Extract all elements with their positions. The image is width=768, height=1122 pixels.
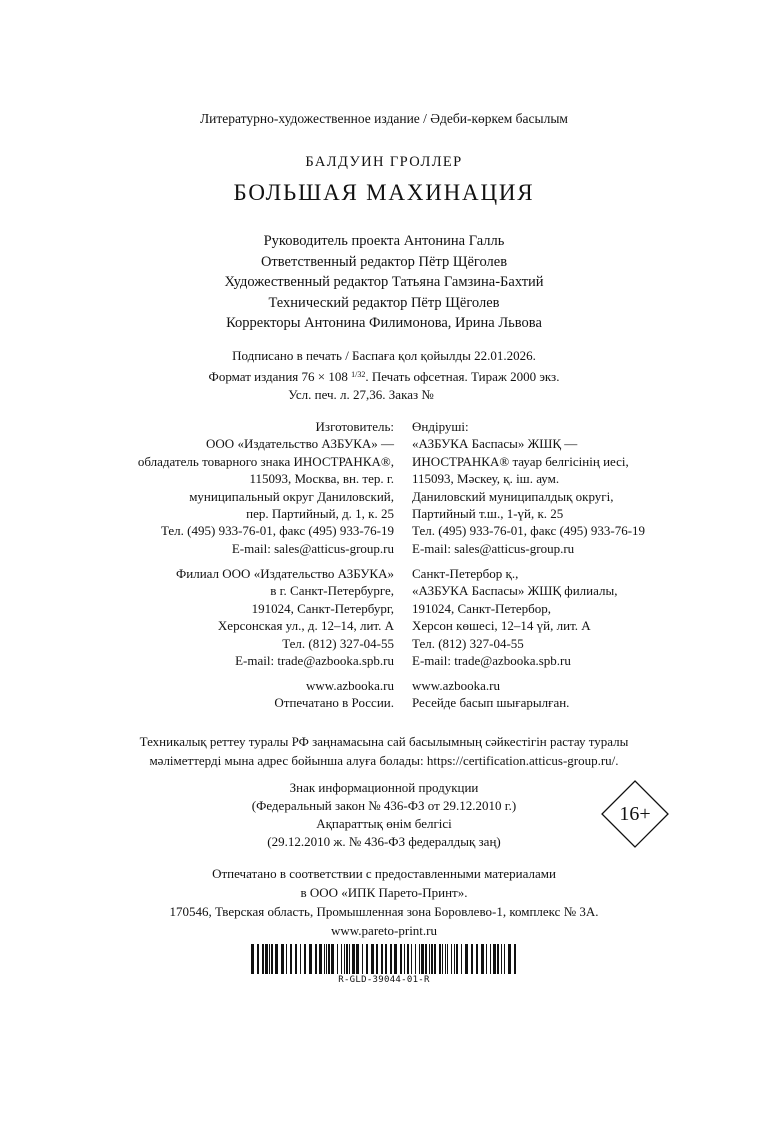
phone-line: Тел. (495) 933-76-01, факс (495) 933-76-19 — [160, 523, 394, 539]
barcode-bar — [304, 944, 306, 974]
barcode-bar — [394, 944, 397, 974]
barcode-bar — [381, 944, 383, 974]
age-rating-badge — [601, 780, 669, 848]
manufacturer-label: Изготовитель: — [315, 419, 394, 434]
address-line: обладатель товарного знака ИНОСТРАНКА®, — [137, 453, 394, 469]
sign-line: Знак информационной продукции — [289, 780, 479, 795]
printer-website: www.pareto-print.ru — [330, 923, 437, 938]
barcode-bar — [425, 944, 427, 974]
address-line: Херсонская ул., д. 12–14, лит. А — [217, 618, 394, 634]
barcode-bar — [411, 944, 412, 974]
note-line: Техникалық реттеу туралы РФ заңнамасына сай басылымның сәйкестігін растау туралы — [139, 734, 629, 749]
barcode-bar — [251, 944, 254, 974]
branch-label: Санкт-Петербор қ., — [412, 566, 519, 581]
barcode-bar — [309, 944, 312, 974]
barcode-bar — [421, 944, 424, 974]
barcode-bar — [451, 944, 452, 974]
phone-line: Тел. (812) 327-04-55 — [282, 635, 394, 651]
sign-line: (29.12.2010 ж. № 436-ФЗ федералдық заң) — [267, 834, 501, 849]
address-line: в г. Санкт-Петербурге, — [270, 583, 394, 599]
barcode-bar — [362, 944, 363, 974]
printer-line: 170546, Тверская область, Промышленная зона Боровлево-1, комплекс № 3А. — [169, 904, 599, 919]
origin-line: Ресейде басып шығарылған. — [412, 695, 570, 711]
barcode-bar — [337, 944, 338, 974]
barcode-bar — [271, 944, 273, 974]
barcode-bar — [501, 944, 502, 974]
manufacturer-label: Өндіруші: — [412, 419, 469, 434]
barcode-bar — [407, 944, 409, 974]
signed-date: Подписано в печать / Баспаға қол қойылды 22.01.2026. — [232, 348, 536, 363]
barcode-bar — [454, 944, 455, 974]
barcode-bar — [400, 944, 402, 974]
address-line: Партийный т.ш., 1-үй, к. 25 — [412, 506, 564, 522]
website-link: www.azbooka.ru — [412, 678, 500, 693]
manufacturer-kz — [412, 418, 645, 557]
website-link: www.azbooka.ru — [306, 678, 394, 693]
footer-ru — [274, 677, 394, 712]
printer-line: в ООО «ИПК Парето-Принт». — [300, 885, 468, 900]
barcode-bar — [275, 944, 278, 974]
barcode-bar — [344, 944, 345, 974]
barcode-bar — [471, 944, 473, 974]
address-line: 191024, Санкт-Петербург, — [251, 600, 394, 616]
address-line: ИНОСТРАНКА® тауар белгісінің иесі, — [412, 453, 629, 469]
barcode-bar — [439, 944, 441, 974]
credits-block — [0, 231, 768, 334]
author-name: БАЛДУИН ГРОЛЛЕР — [305, 154, 463, 170]
address-line: 191024, Санкт-Петербор, — [412, 600, 552, 616]
origin-line: Отпечатано в России. — [274, 695, 394, 711]
address-line: пер. Партийный, д. 1, к. 25 — [246, 506, 394, 522]
barcode-bar — [493, 944, 496, 974]
barcode-bar — [324, 944, 325, 974]
address-line: ООО «Издательство АЗБУКА» — — [206, 436, 394, 452]
address-line: 115093, Москва, вн. тер. г. — [249, 471, 394, 487]
format-line: Формат издания 76 × 108 $^{1/32}$. Печать офсетная. Тираж 2000 экз. — [208, 368, 560, 384]
barcode-bar — [508, 944, 511, 974]
address-line: «АЗБУКА Баспасы» ЖШҚ — — [412, 436, 578, 452]
barcode-bar — [490, 944, 491, 974]
barcode-bar — [331, 944, 334, 974]
barcode-number: R-GLD-39044-01-R — [338, 975, 430, 985]
credit-line: Руководитель проекта Антонина Галль — [263, 233, 505, 249]
barcode-bar — [356, 944, 359, 974]
barcode-bar — [262, 944, 264, 974]
barcode-bar — [265, 944, 268, 974]
credit-line: Художественный редактор Татьяна Гамзина-Бахтий — [224, 274, 544, 290]
barcode-bar — [476, 944, 478, 974]
barcode-bar — [290, 944, 292, 974]
address-line: «АЗБУКА Баспасы» ЖШҚ филиалы, — [412, 583, 618, 599]
branch-label: Филиал ООО «Издательство АЗБУКА» — [175, 566, 394, 581]
email-line: E-mail: trade@azbooka.spb.ru — [235, 653, 394, 669]
email-line: E-mail: sales@atticus-group.ru — [231, 540, 394, 556]
barcode-bar — [315, 944, 317, 974]
barcode-bar — [415, 944, 416, 974]
address-line: Даниловский муниципалдық округі, — [412, 488, 614, 504]
barcode-bar — [442, 944, 443, 974]
barcode-bar — [319, 944, 322, 974]
email-line: E-mail: trade@azbooka.spb.ru — [412, 653, 571, 669]
barcode-bar — [445, 944, 446, 974]
barcode-bar — [281, 944, 284, 974]
barcode-bar — [461, 944, 462, 974]
barcode-bar — [514, 944, 516, 974]
barcode-bar — [497, 944, 499, 974]
barcode-bar — [456, 944, 458, 974]
phone-line: Тел. (495) 933-76-01, факс (495) 933-76-19 — [412, 523, 646, 539]
barcode-bar — [286, 944, 287, 974]
printing-info — [0, 347, 768, 405]
barcode-bar — [346, 944, 348, 974]
age-rating-label: 16+ — [619, 803, 651, 825]
barcode-bar — [352, 944, 355, 974]
sign-line: (Федеральный закон № 436-ФЗ от 29.12.2010 г.) — [251, 798, 517, 813]
phone-line: Тел. (812) 327-04-55 — [412, 635, 524, 651]
barcode-bar — [481, 944, 484, 974]
format-fraction: 1/32 — [351, 369, 366, 379]
barcode-bar — [390, 944, 392, 974]
barcode-bar — [385, 944, 387, 974]
barcode-bar — [447, 944, 448, 974]
barcode-bar — [257, 944, 259, 974]
barcode-bar — [429, 944, 430, 974]
branch-ru — [176, 565, 394, 669]
barcode-bar — [465, 944, 468, 974]
note-line: мәліметтерді мына адрес бойынша алуға болады: https://certification.atticus-group.ru/. — [149, 752, 619, 768]
barcode-bar — [404, 944, 405, 974]
barcode-bar — [371, 944, 374, 974]
barcode-bar — [504, 944, 505, 974]
barcode-bar — [376, 944, 378, 974]
barcode-bar — [326, 944, 327, 974]
technical-regulation-note — [0, 733, 768, 770]
credit-line: Технический редактор Пётр Щёголев — [268, 294, 500, 311]
credit-line: Корректоры Антонина Филимонова, Ирина Львова — [226, 315, 542, 331]
barcode-bar — [366, 944, 368, 974]
sign-line: Ақпараттық өнім белгісі — [316, 816, 452, 831]
email-line: E-mail: sales@atticus-group.ru — [412, 540, 575, 556]
sheets-order: Усл. печ. л. 27,36. Заказ № — [288, 387, 434, 402]
barcode-bar — [328, 944, 330, 974]
printer-line: Отпечатано в соответствии с предоставленными материалами — [212, 866, 556, 881]
address-line: 115093, Мәскеу, қ. іш. аум. — [412, 471, 560, 487]
barcode — [251, 944, 517, 974]
barcode-bar — [431, 944, 433, 974]
footer-kz — [412, 677, 569, 712]
barcode-bar — [419, 944, 420, 974]
barcode-bar — [269, 944, 270, 974]
branch-kz — [412, 565, 617, 669]
book-title: БОЛЬШАЯ МАХИНАЦИЯ — [233, 180, 535, 205]
address-line: Херсон көшесі, 12–14 үй, лит. А — [412, 618, 591, 634]
barcode-bar — [341, 944, 342, 974]
edition-type: Литературно-художественное издание / Әдеби-көркем басылым — [200, 111, 568, 126]
manufacturer-ru — [138, 418, 394, 557]
printer-info — [0, 864, 768, 940]
address-line: муниципальный округ Даниловский, — [189, 488, 394, 504]
barcode-bar — [349, 944, 350, 974]
credit-line: Ответственный редактор Пётр Щёголев — [260, 253, 508, 270]
barcode-bar — [486, 944, 487, 974]
barcode-bar — [434, 944, 436, 974]
barcode-bar — [295, 944, 297, 974]
barcode-bar — [300, 944, 301, 974]
